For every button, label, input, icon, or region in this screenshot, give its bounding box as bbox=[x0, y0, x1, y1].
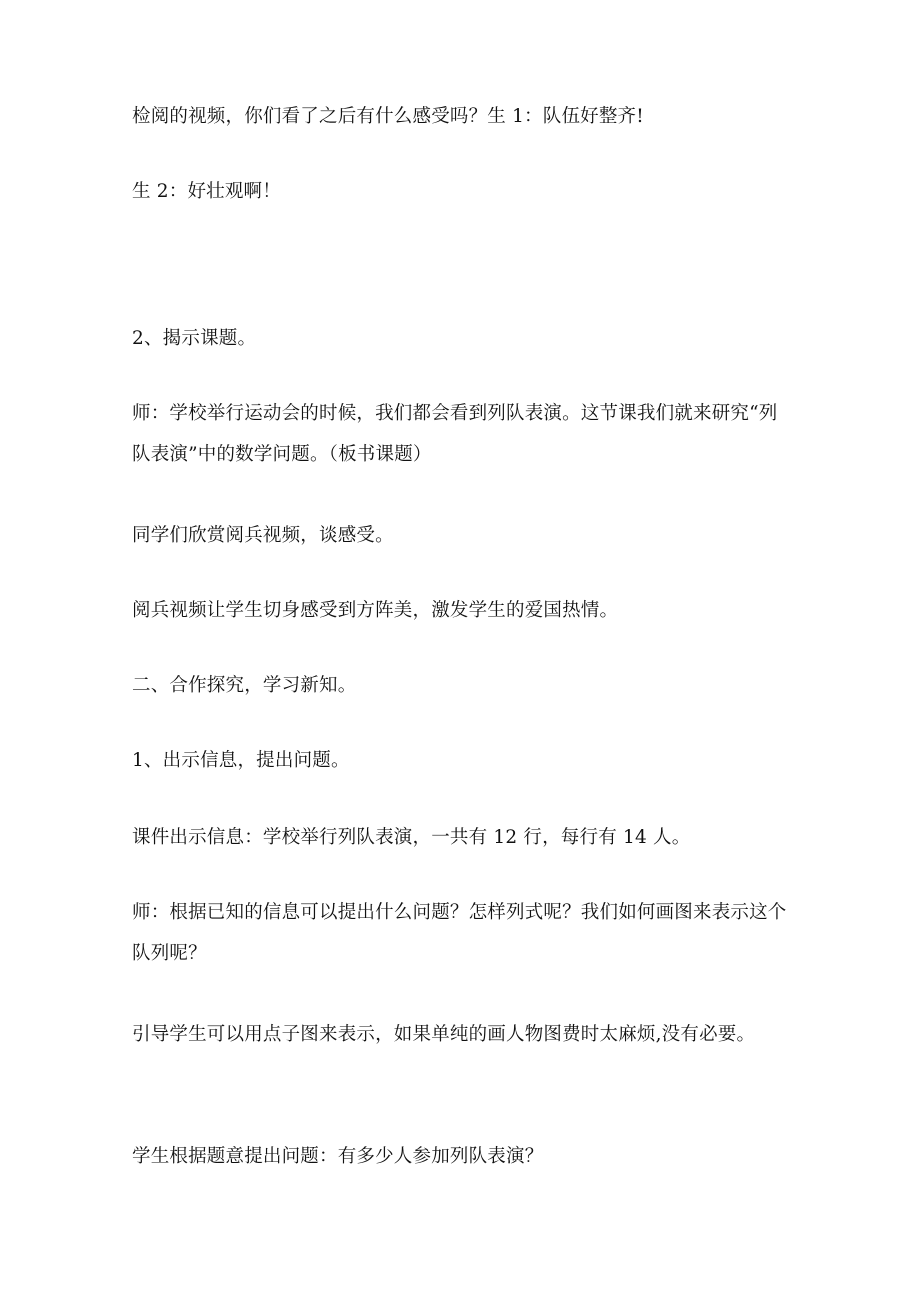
heading-cooperative-exploration: 二、合作探究，学习新知。 bbox=[132, 675, 357, 696]
paragraph-courseware-info: 课件出示信息：学校举行列队表演，一共有 12 行，每行有 14 人。 bbox=[132, 827, 691, 848]
heading-show-info: 1、出示信息，提出问题。 bbox=[132, 750, 350, 771]
paragraph-video-feedback: 检阅的视频，你们看了之后有什么感受吗？生 1：队伍好整齐! bbox=[132, 106, 644, 127]
paragraph-video-purpose: 阅兵视频让学生切身感受到方阵美，激发学生的爱国热情。 bbox=[132, 600, 619, 621]
heading-reveal-topic: 2、揭示课题。 bbox=[132, 328, 257, 349]
paragraph-student-question: 学生根据题意提出问题：有多少人参加列队表演？ bbox=[132, 1146, 544, 1167]
paragraph-teacher-question: 师：根据已知的信息可以提出什么问题？怎样列式呢？我们如何画图来表示这个队列呢？ bbox=[132, 902, 787, 964]
paragraph-watch-video: 同学们欣赏阅兵视频，谈感受。 bbox=[132, 525, 394, 546]
paragraph-teacher-intro: 师：学校举行运动会的时候，我们都会看到列队表演。这节课我们就来研究“列队表演”中的数学问题。（板书课题） bbox=[132, 403, 778, 465]
paragraph-student-2: 生 2：好壮观啊！ bbox=[132, 181, 281, 202]
paragraph-dot-diagram: 引导学生可以用点子图来表示，如果单纯的画人物图费时太麻烦,没有必要。 bbox=[132, 1024, 756, 1045]
